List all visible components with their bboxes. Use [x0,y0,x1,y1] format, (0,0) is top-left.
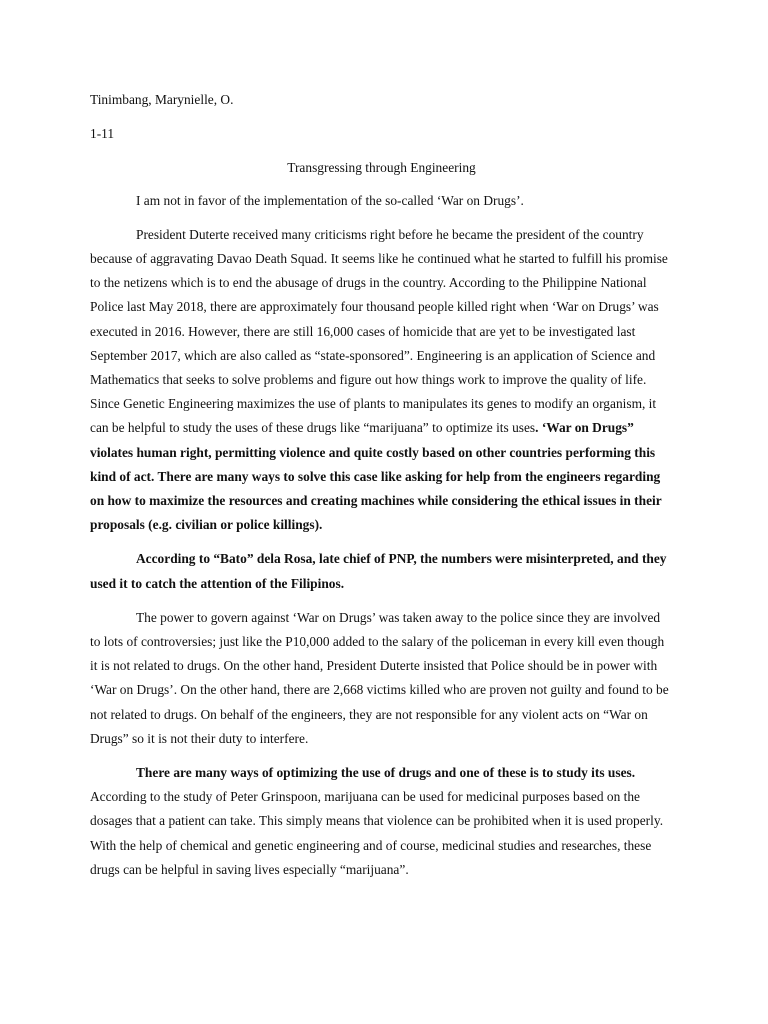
section-code: 1-11 [90,126,115,142]
paragraph-background-text: President Duterte received many criticisms right before he became the president of the country because of aggravating Davao Death Squad. It seems like he continued what he started to fulfill his promise to the netizens which is to end the abusage of drugs in the country. According to the Philippine National Police last May 2018, there are approximately four thousand people killed right when ‘War on Drugs’ was executed in 2016. However, there are still 16,000 cases of homicide that are yet to be investigated last September 2017, which are also called as “state-sponsored”. Engineering is an application of Science and Mathematics that seeks to solve problems and figure out how things work to improve the quality of life. Since Genetic Engineering maximizes the use of plants to manipulates its genes to modify an organism, it can be helpful to study the uses of these drugs like “marijuana” to optimize its uses [90,226,668,436]
thesis-paragraph: I am not in favor of the implementation of the so-called ‘War on Drugs’. [136,192,524,208]
paragraph-optimizing-text: According to the study of Peter Grinspoon, marijuana can be used for medicinal purposes based on the dosages that a patient can take. This simply means that violence can be prohibited when it is used properly. With the help of chemical and genetic engineering and of course, medicinal studies and researches, these drugs can be helpful in saving lives especially “marijuana”. [90,789,664,877]
author-name: Tinimbang, Marynielle, O. [90,92,234,107]
essay-title: Transgressing through Engineering [287,160,476,176]
paragraph-background [90,223,673,538]
document-page [90,88,673,892]
paragraph-background-bold: . ‘War on Drugs” violates human right, permitting violence and quite costly based on other countries performing this kind of act. There are many ways to solve this case like asking for help from the engineers regarding on how to maximize the resources and creating machines while considering the ethical issues in their proposals (e.g. civilian or police killings). [90,420,662,533]
paragraph-dela-rosa: According to “Bato” dela Rosa, late chief of PNP, the numbers were misinterpreted, and they used it to catch the attention of the Filipinos. [90,551,667,591]
paragraph-optimizing-bold: There are many ways of optimizing the use of drugs and one of these is to study its uses. [136,765,636,781]
paragraph-optimizing [90,761,673,882]
paragraph-police-power: The power to govern against ‘War on Drugs’ was taken away to the police since they are involved to lots of controversies; just like the P10,000 added to the salary of the policeman in every kill even though it is not related to drugs. On the other hand, President Duterte insisted that Police should be in power with ‘War on Drugs’. On the other hand, there are 2,668 victims killed who are proven not guilty and found to be not related to drugs. On behalf of the engineers, they are not responsible for any violent acts on “War on Drugs” so it is not their duty to interfere. [90,609,669,746]
